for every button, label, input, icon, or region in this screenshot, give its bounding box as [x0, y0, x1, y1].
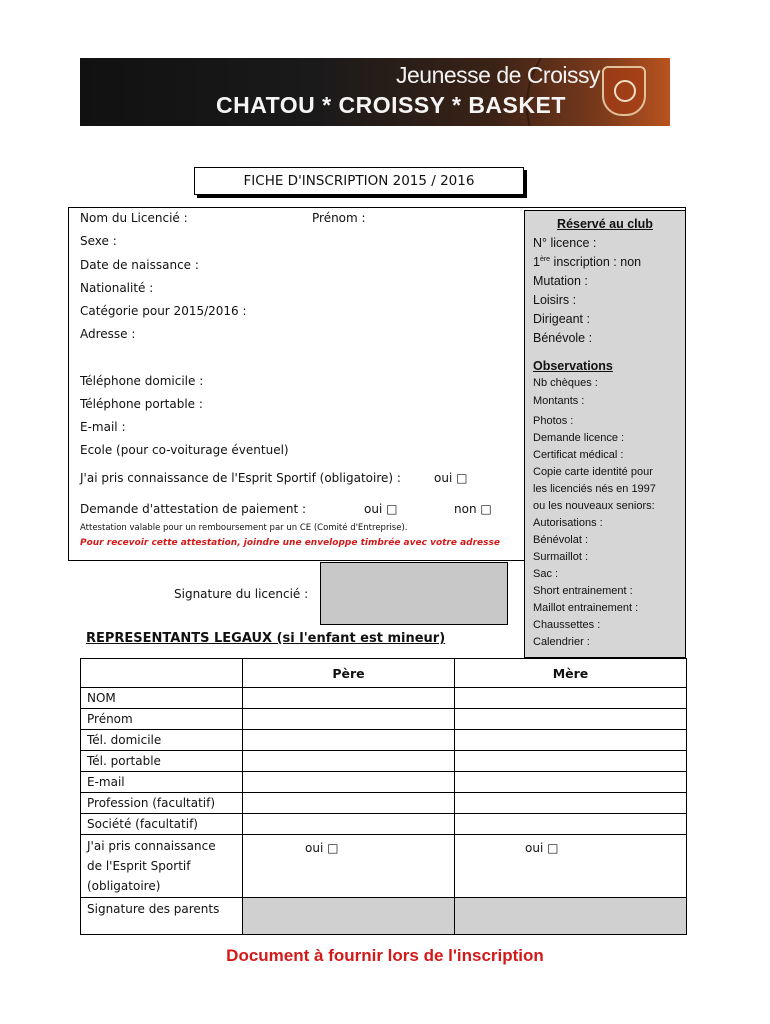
- header-empty: [81, 659, 243, 688]
- mere-tel-portable-cell[interactable]: [455, 751, 687, 772]
- mere-esprit-oui-checkbox[interactable]: oui □: [455, 835, 687, 898]
- pere-signature-field[interactable]: [243, 898, 455, 935]
- pere-prenom-cell[interactable]: [243, 709, 455, 730]
- signature-licencie-field[interactable]: [320, 562, 508, 625]
- label-sexe: Sexe :: [80, 234, 117, 248]
- obs-item: Short entrainement :: [533, 585, 633, 597]
- table-header-row: [81, 659, 687, 688]
- pere-nom-cell[interactable]: [243, 688, 455, 709]
- row-label-esprit: J'ai pris connaissance de l'Esprit Sportif (obligatoire): [81, 835, 243, 898]
- obs-item: Sac :: [533, 568, 559, 580]
- pere-email-cell[interactable]: [243, 772, 455, 793]
- row-label: Prénom: [81, 709, 243, 730]
- mere-tel-domicile-cell[interactable]: [455, 730, 687, 751]
- club-panel-title: Réservé au club: [557, 217, 653, 231]
- row-label: Profession (facultatif): [81, 793, 243, 814]
- label-categorie: Catégorie pour 2015/2016 :: [80, 304, 247, 318]
- club-banner: [80, 58, 670, 126]
- table-row: [81, 772, 687, 793]
- header-mere: Mère: [455, 659, 687, 688]
- label-esprit-sportif: J'ai pris connaissance de l'Esprit Sportif (obligatoire) :: [80, 471, 401, 485]
- obs-item: Calendrier :: [533, 636, 590, 648]
- attestation-warning: Pour recevoir cette attestation, joindre une enveloppe timbrée avec votre adresse: [80, 538, 500, 548]
- club-benevole: Bénévole :: [533, 331, 593, 345]
- pere-esprit-oui-checkbox[interactable]: oui □: [243, 835, 455, 898]
- table-row: [81, 709, 687, 730]
- label-date-naissance: Date de naissance :: [80, 258, 199, 272]
- table-row: [81, 751, 687, 772]
- mere-signature-field[interactable]: [455, 898, 687, 935]
- pere-profession-cell[interactable]: [243, 793, 455, 814]
- obs-item: Chaussettes :: [533, 619, 601, 631]
- club-dirigeant: Dirigeant :: [533, 312, 590, 326]
- label-adresse: Adresse :: [80, 327, 136, 341]
- obs-item: Copie carte identité pour: [533, 466, 653, 478]
- table-row: [81, 835, 687, 898]
- mere-profession-cell[interactable]: [455, 793, 687, 814]
- label-tel-portable: Téléphone portable :: [80, 397, 203, 411]
- form-title: FICHE D'INSCRIPTION 2015 / 2016: [194, 167, 524, 195]
- obs-item: Montants :: [533, 395, 585, 407]
- banner-club-cities: CHATOU * CROISSY * BASKET: [216, 92, 566, 118]
- banner-club-name: Jeunesse de Croissy: [396, 62, 600, 88]
- attestation-note: Attestation valable pour un remboursement par un CE (Comité d'Entreprise).: [80, 523, 408, 533]
- table-row: [81, 730, 687, 751]
- table-row: [81, 793, 687, 814]
- mere-email-cell[interactable]: [455, 772, 687, 793]
- club-logo-icon: [602, 66, 646, 116]
- row-label: Société (facultatif): [81, 814, 243, 835]
- obs-item: Certificat médical :: [533, 449, 624, 461]
- obs-item: les licenciés nés en 1997: [533, 483, 656, 495]
- table-row: [81, 688, 687, 709]
- obs-item: Bénévolat :: [533, 534, 589, 546]
- row-label: E-mail: [81, 772, 243, 793]
- attestation-oui-checkbox[interactable]: oui □: [364, 502, 398, 516]
- esprit-sportif-oui-checkbox[interactable]: oui □: [434, 471, 468, 485]
- attestation-non-checkbox[interactable]: non □: [454, 502, 492, 516]
- label-nationalite: Nationalité :: [80, 281, 154, 295]
- pere-societe-cell[interactable]: [243, 814, 455, 835]
- obs-item: ou les nouveaux seniors:: [533, 500, 655, 512]
- label-ecole: Ecole (pour co-voiturage éventuel): [80, 443, 289, 457]
- representants-table: [80, 658, 687, 935]
- row-label: NOM: [81, 688, 243, 709]
- mere-prenom-cell[interactable]: [455, 709, 687, 730]
- mere-societe-cell[interactable]: [455, 814, 687, 835]
- mere-nom-cell[interactable]: [455, 688, 687, 709]
- footer-note: Document à fournir lors de l'inscription: [226, 946, 544, 965]
- obs-item: Demande licence :: [533, 432, 625, 444]
- club-loisirs: Loisirs :: [533, 293, 577, 307]
- label-attestation: Demande d'attestation de paiement :: [80, 502, 307, 516]
- row-label: Tél. domicile: [81, 730, 243, 751]
- row-label: Signature des parents: [81, 898, 243, 935]
- obs-item: Maillot entrainement :: [533, 602, 639, 614]
- club-observations-title: Observations: [533, 359, 613, 373]
- pere-tel-portable-cell[interactable]: [243, 751, 455, 772]
- table-row: [81, 814, 687, 835]
- club-reserved-panel: [524, 210, 686, 658]
- header-pere: Père: [243, 659, 455, 688]
- club-first-inscription: 1ère inscription : non: [533, 255, 642, 269]
- table-row: [81, 898, 687, 935]
- representants-title: REPRESENTANTS LEGAUX (si l'enfant est mineur): [86, 631, 446, 646]
- obs-item: Nb chèques :: [533, 377, 598, 389]
- row-label: Tél. portable: [81, 751, 243, 772]
- obs-item: Photos :: [533, 415, 574, 427]
- label-nom: Nom du Licencié :: [80, 211, 188, 225]
- label-prenom: Prénom :: [312, 211, 366, 225]
- club-licence: N° licence :: [533, 236, 597, 250]
- pere-tel-domicile-cell[interactable]: [243, 730, 455, 751]
- label-signature-licencie: Signature du licencié :: [174, 587, 309, 601]
- label-email: E-mail :: [80, 420, 126, 434]
- obs-item: Autorisations :: [533, 517, 603, 529]
- label-tel-domicile: Téléphone domicile :: [80, 374, 204, 388]
- obs-item: Surmaillot :: [533, 551, 589, 563]
- club-mutation: Mutation :: [533, 274, 588, 288]
